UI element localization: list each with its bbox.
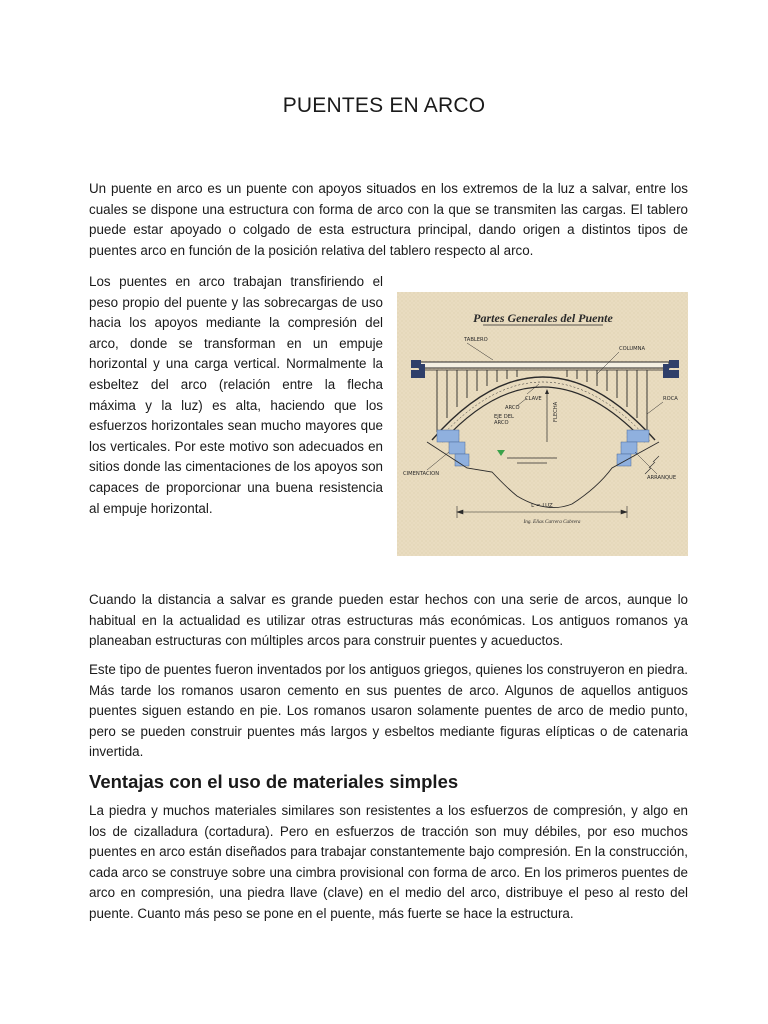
label-roca: ROCA	[663, 396, 678, 402]
diagram-background	[397, 292, 688, 556]
deck	[419, 362, 669, 368]
section-heading: Ventajas con el uso de materiales simples	[89, 771, 459, 792]
label-arco: ARCO	[505, 405, 520, 411]
label-eje: EJE DEL	[494, 414, 514, 420]
intro-paragraph: Un puente en arco es un puente con apoyos situados en los extremos de la luz a salvar, entre los cuales se dispone una estructura con forma de arco con la que se transmiten las cargas. El tablero puede estar apoyado o colgado de esta estructura principal, dando origen a distintos tipos de puentes arco en función de la posición relativa del tablero respecto al arco.	[89, 181, 688, 258]
label-arranque: ARRANQUE	[647, 475, 677, 481]
history-paragraph: Este tipo de puentes fueron inventados por los antiguos griegos, quienes los construyeron en piedra. Más tarde los romanos usaron cemento en sus puentes de arco. Algunos de aquellos antiguos puentes siguen estando en pie. Los romanos usaron solamente puentes de arco de medio punto, pero se pueden construir puentes más largos y esbeltos mediante figuras elípticas o de catenaria invertida.	[89, 662, 688, 760]
materials-paragraph: La piedra y muchos materiales similares son resistentes a los esfuerzos de compresión, y algo en los de cizalladura (cortadura). Pero en esfuerzos de tracción son muy débiles, por eso muchos puentes en arco están diseñados para trabajar constantemente bajo compresión. En la construcción, cada arco se construye sobre una cimbra provisional con forma de arco. En los primeros puentes de arco en compresión, una piedra llave (clave) en el medio del arco, distribuye el peso al resto del puente. Cuanto más peso se pone en el puente, más fuerte se hace la estructura.	[89, 803, 688, 921]
label-luz: L = LUZ	[531, 503, 553, 509]
label-flecha: FLECHA	[553, 401, 559, 422]
page-title: PUENTES EN ARCO	[282, 94, 486, 117]
distance-paragraph: Cuando la distancia a salvar es grande pueden estar hechos con una serie de arcos, aunque lo habitual en la actualidad es utilizar otras estructuras más económicas. Los antiguos romanos ya planeaban estructuras con múltiples arcos para construir puentes y acueductos.	[89, 592, 688, 649]
diagram-title: Partes Generales del Puente	[473, 311, 613, 325]
label-clave: CLAVE	[525, 396, 542, 402]
label-columna: COLUMNA	[619, 346, 646, 352]
label-eje-2: ARCO	[494, 420, 509, 426]
diagram-author: Ing. Elias Carrera Cabrera	[523, 519, 581, 525]
arch-function-section	[89, 272, 688, 564]
label-tablero: TABLERO	[464, 337, 488, 343]
bridge-diagram	[397, 292, 688, 556]
arch-function-paragraph: Los puentes en arco trabajan transfiriendo el peso propio del puente y las sobrecargas de uso hacia los apoyos mediante la compresión del arco, donde se transforman en un empuje horizontal y una carga vertical. Normalmente la esbeltez del arco (relación entre la flecha máxima y la luz) es alta, haciendo que los esfuerzos horizontales sean mucho mayores que los verticales. Por este motivo son adecuados en sitios donde las cimentaciones de los apoyos son capaces de proporcionar una buena resistencia al empuje horizontal.	[89, 274, 383, 516]
label-cimentacion: CIMENTACION	[403, 471, 440, 477]
